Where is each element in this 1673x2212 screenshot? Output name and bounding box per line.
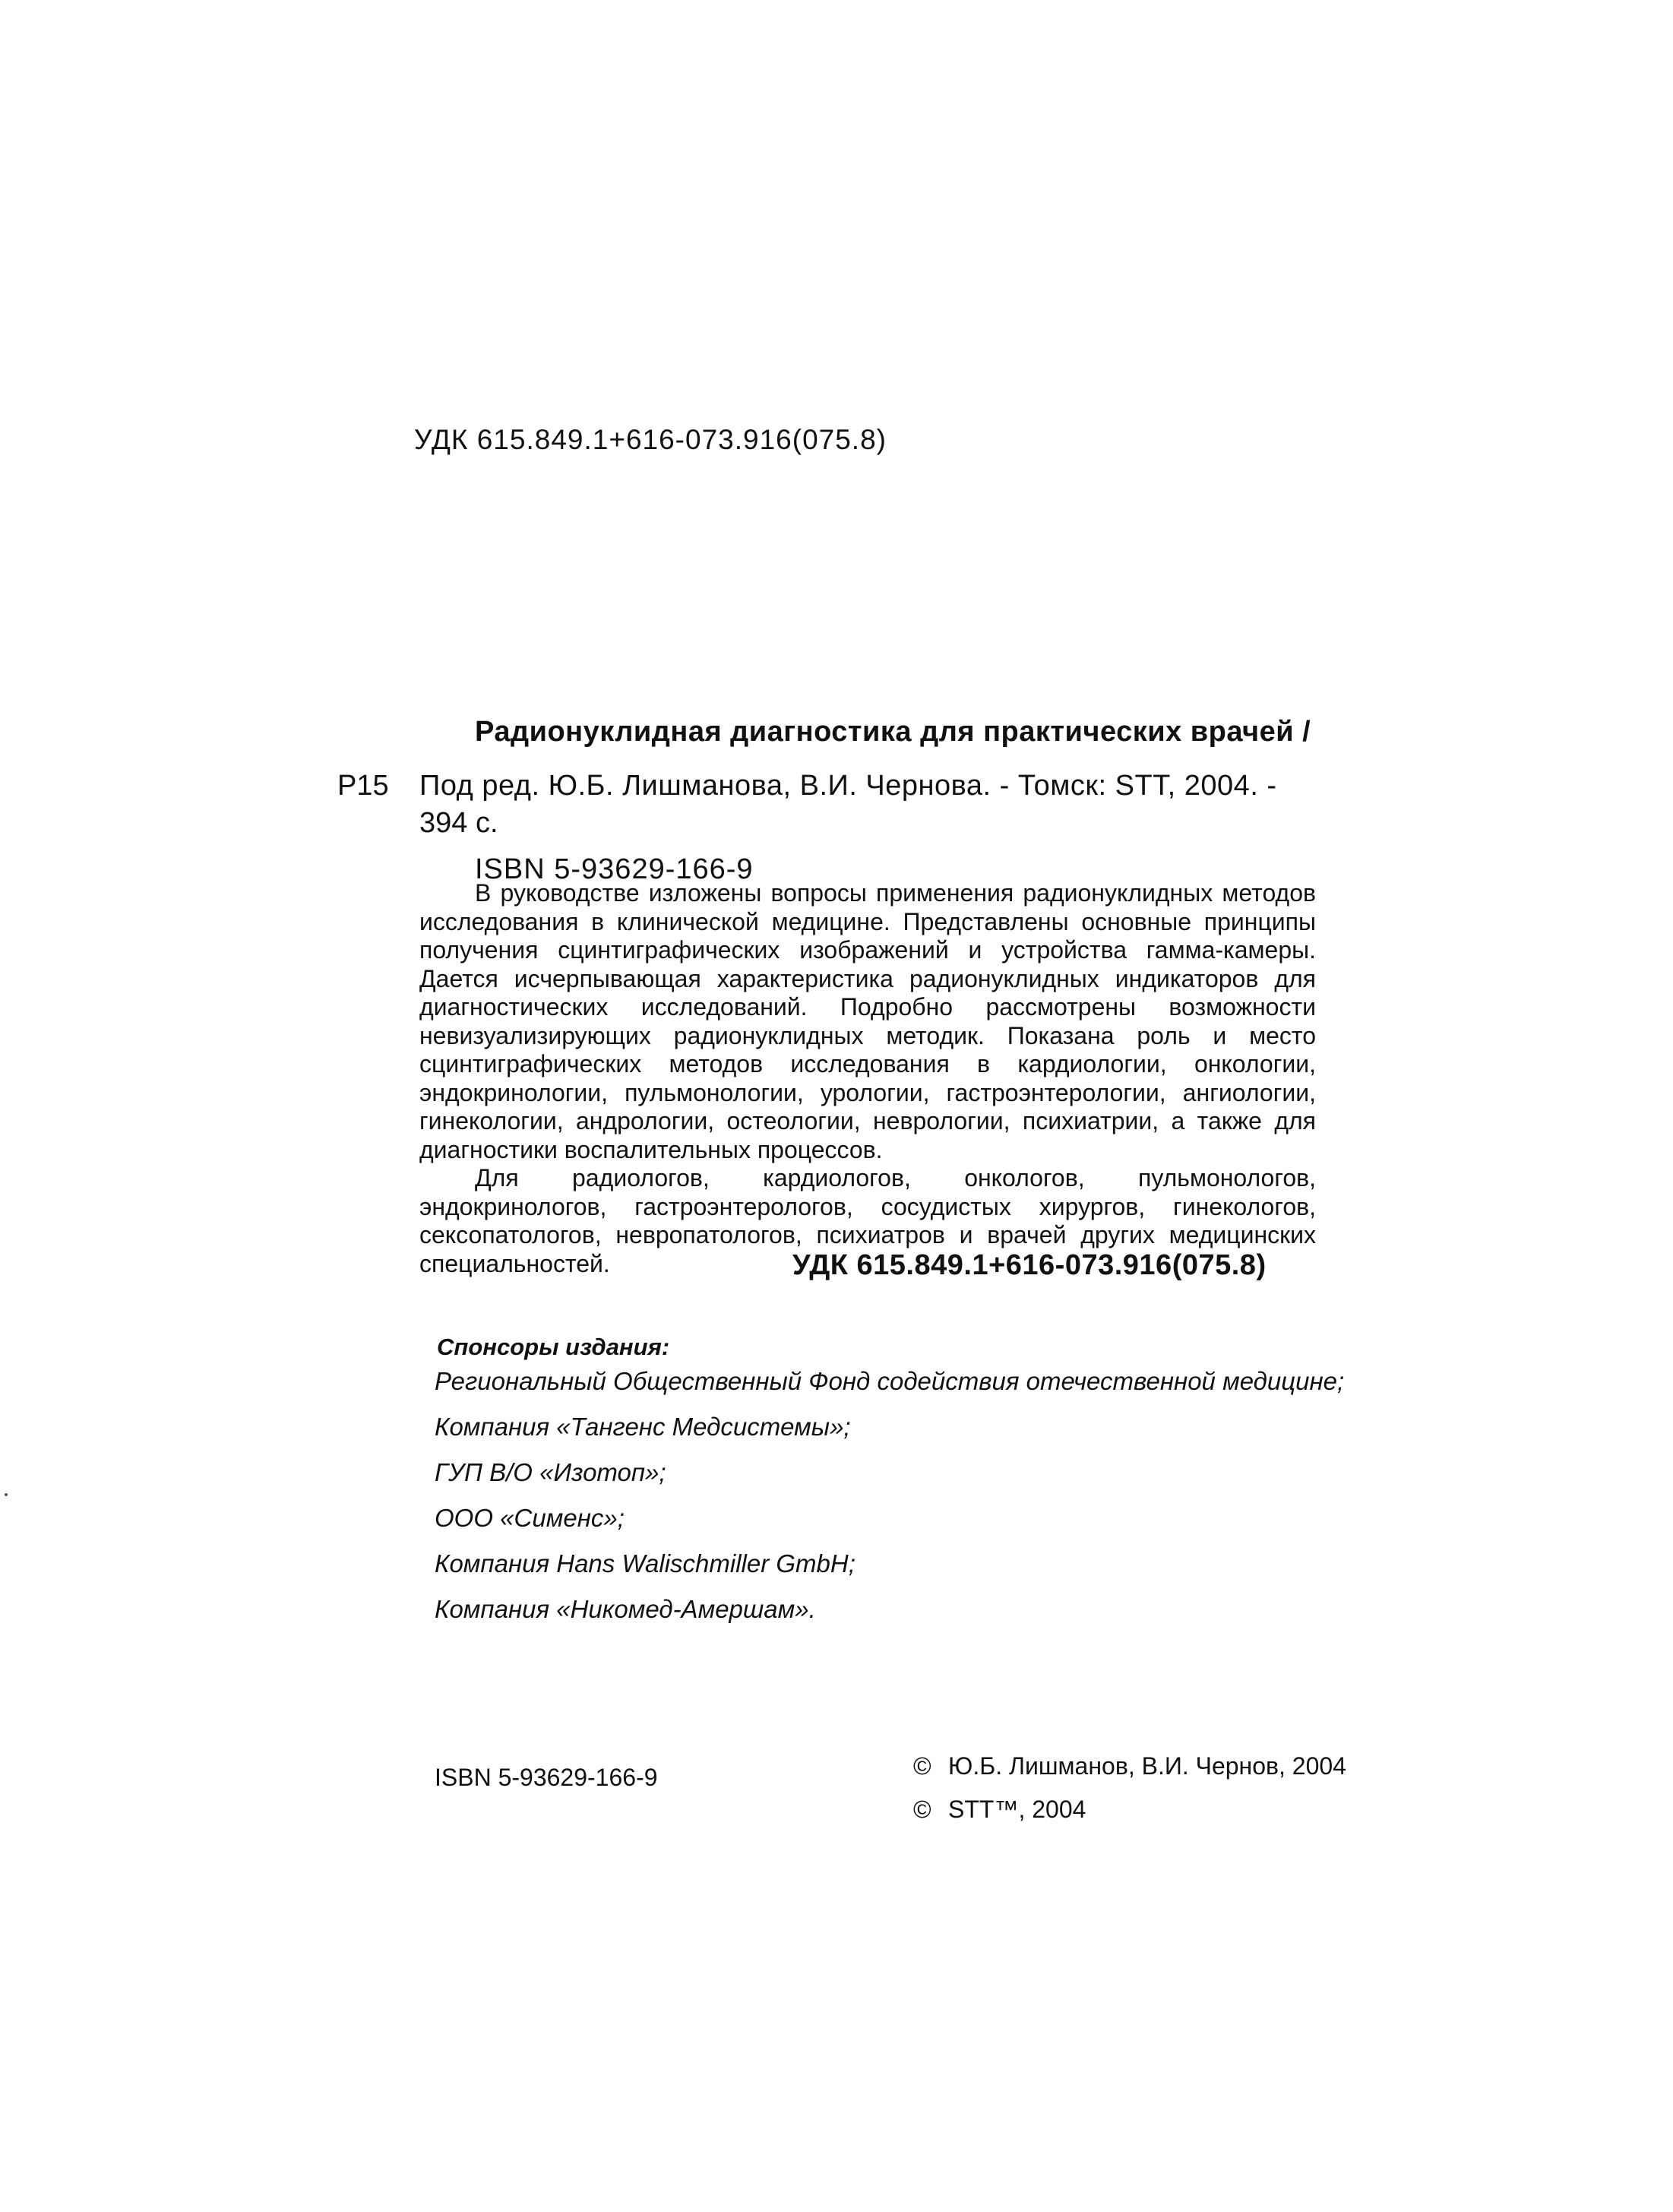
isbn-main: ISBN 5-93629-166-9 [475,853,754,885]
udk-classification: УДК 615.849.1+616-073.916(075.8) [792,1249,1267,1281]
copyright-authors-text: Ю.Б. Лишманов, В.И. Чернов, 2004 [948,1752,1346,1780]
sponsors-list [435,1365,1344,1639]
sponsor-item: Региональный Общественный Фонд содействия отечественной медицине; [435,1367,1345,1395]
imprint-line: Под ред. Ю.Б. Лишманова, В.И. Чернова. - Томск: STT, 2004. - [419,770,1277,802]
udk-header: УДК 615.849.1+616-073.916(075.8) [414,424,887,455]
copyright-icon: © [913,1796,931,1823]
sponsor-item: Компания «Никомед-Амершам». [435,1595,816,1623]
catalog-code: Р15 [337,770,389,802]
abstract [419,879,1316,1278]
page-count: 394 с. [419,807,498,839]
sponsor-item: Компания «Тангенс Медсистемы»; [435,1413,851,1441]
abstract-paragraph-audience: Для радиологов, кардиологов, онкологов, пульмонологов, эндокринологов, гастроэнтерологов, сосудистых хирургов, гинекологов, сексопатологов, невропатологов, психиатров и врачей других медицинских специальностей. [419,1164,1316,1277]
sponsor-item: ООО «Сименс»; [435,1504,625,1532]
sponsor-item: Компания Hans Walischmiller GmbH; [435,1549,855,1578]
copyright-authors [913,1752,1346,1780]
sponsor-item: ГУП В/О «Изотоп»; [435,1458,666,1486]
copyright-icon: © [913,1752,931,1780]
copyright-publisher-text: STT™, 2004 [948,1796,1086,1823]
scan-speck [5,1493,8,1496]
sponsors-title: Спонсоры издания: [437,1334,670,1360]
book-title: Радионуклидная диагностика для практических врачей / [475,716,1311,748]
copyright-publisher [913,1796,1086,1824]
abstract-paragraph-description: В руководстве изложены вопросы применения радионуклидных методов исследования в клинической медицине. Представлены основные принципы получения сцинтиграфических изображений и устройства гамма-камеры. Дается исчерпывающая характеристика радионуклидных индикаторов для диагностических исследований. Подробно рассмотрены возможности невизуализирующих радионуклидных методик. Показана роль и место сцинтиграфических методов исследования в кардиологии, онкологии, эндокринологии, пульмонологии, урологии, гастроэнтерологии, ангиологии, гинекологии, андрологии, остеологии, неврологии, психиатрии, а также для диагностики воспалительных процессов. [419,879,1316,1163]
isbn-footer: ISBN 5-93629-166-9 [435,1764,658,1791]
